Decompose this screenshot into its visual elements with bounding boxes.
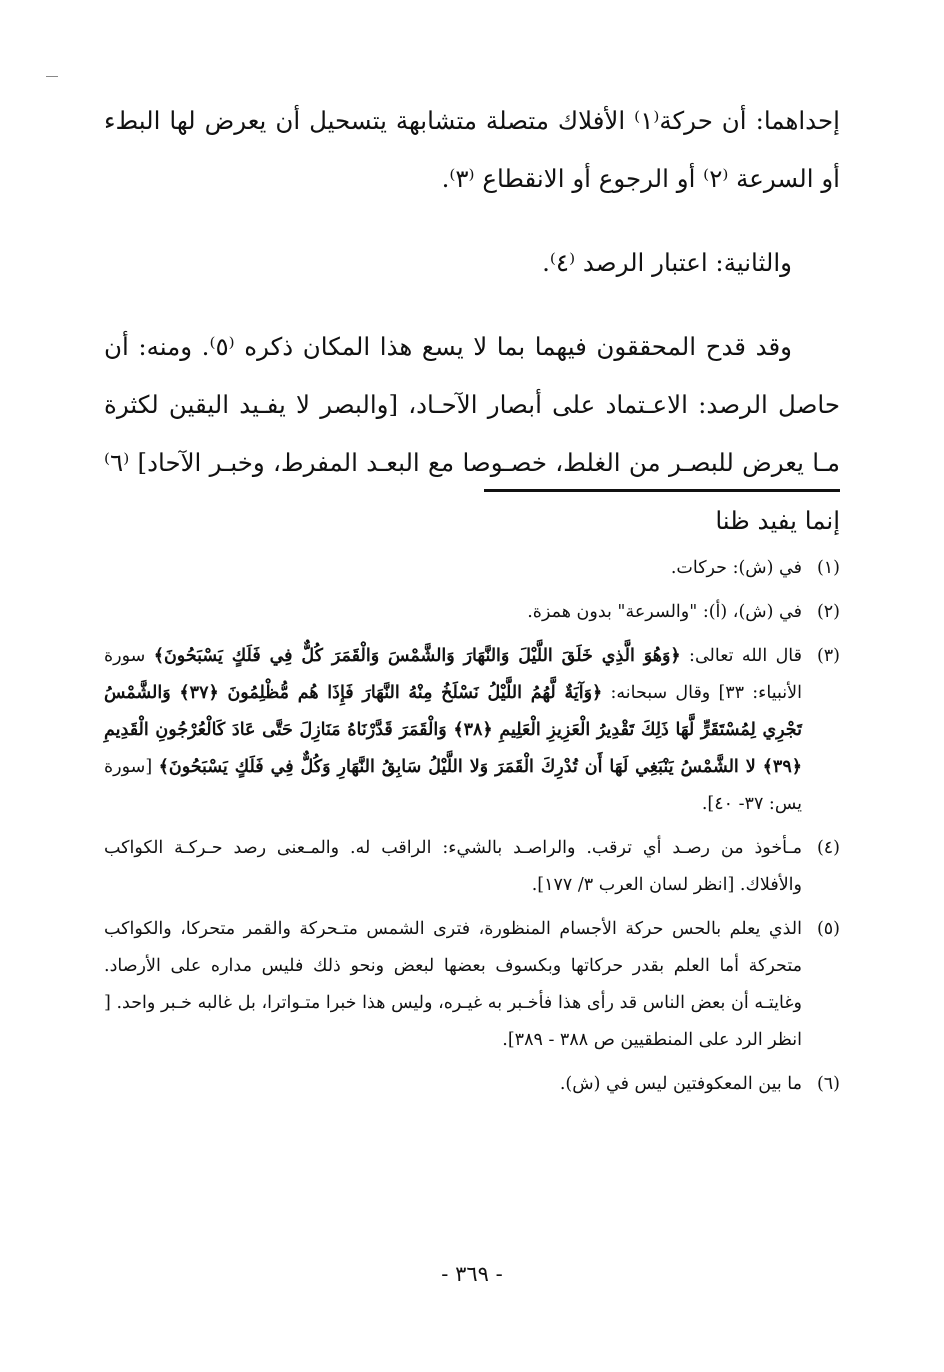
footnote-6 [104, 1066, 840, 1103]
footnote-number: (٢) [816, 602, 840, 622]
page-number: - ٣٦٩ - [441, 1262, 503, 1286]
footnote-number: (٥) [816, 919, 840, 939]
footnotes [104, 550, 840, 1110]
footnote-text: في (ش): حركات. [670, 558, 802, 578]
footnote-text: في (ش)، (أ): "والسرعة" بدون همزة. [527, 602, 802, 622]
footnote-intro: قال الله تعالى: [680, 646, 802, 666]
paragraph-2: والثانية: اعتبار الرصد ⁽٤⁾. [542, 248, 792, 277]
footnote-text [104, 638, 802, 823]
footnote-divider [484, 489, 840, 492]
footnote-text: ما بين المعكوفتين ليس في (ش). [559, 1074, 802, 1094]
footnote-3 [104, 638, 840, 823]
footnote-2 [104, 594, 840, 631]
footnote-citation: سورة الأنبياء: ٣٣] وقال سبحانه: [104, 646, 803, 703]
quran-verses-yasin: ﴿وَآيَةٌ لَّهُمُ اللَّيْلُ نَسْلَخُ مِنْهُ النَّهَارَ فَإِذَا هُم مُّظْلِمُونَ ﴿٣٧﴾ وَالشَّمْسُ تَجْرِي لِمُسْتَقَرٍّ لَّهَا ذَلِكَ تَقْدِيرُ الْعَزِيزِ الْعَلِيمِ ﴿٣٨﴾ وَالْقَمَرَ قَدَّرْنَاهُ مَنَازِلَ حَتَّى عَادَ كَالْعُرْجُونِ الْقَدِيمِ ﴿٣٩﴾ لا الشَّمْسُ يَنْبَغِي لَهَا أَن تُدْرِكَ الْقَمَرَ وَلا اللَّيْلُ سَابِقُ النَّهَارِ وَكُلٌّ فِي فَلَكٍ يَسْبَحُونَ﴾ [104, 683, 802, 777]
paragraph-1: إحداهما: أن حركة⁽١⁾ الأفلاك متصلة متشابهة يتسحيل أن يعرض لها البطء أو السرعة ⁽٢⁾ أو الرجوع أو الانقطاع ⁽٣⁾. [104, 106, 840, 193]
footnote-number: (٦) [816, 1074, 840, 1094]
paragraph-3: وقد قدح المحققون فيهما بما لا يسع هذا المكان ذكره ⁽٥⁾. ومنه: أن حاصل الرصد: الاعـتماد على أبصار الآحـاد، [والبصر لا يفـيد اليقين لكثرة مـا يعرض للبصـر من الغلط، خصـوصا مع البعـد المفرط، وخبـر الآحاد] ⁽٦⁾ إنما يفيد ظنا [104, 332, 840, 535]
main-text [104, 92, 840, 550]
footnote-number: (١) [816, 558, 840, 578]
footnote-1 [104, 550, 840, 587]
footnote-5 [104, 911, 840, 1059]
footnote-number: (٤) [816, 838, 840, 858]
footnote-4 [104, 830, 840, 904]
quran-verse-anbiya: ﴿وَهُوَ الَّذِي خَلَقَ اللَّيْلَ وَالنَّهَارَ وَالشَّمْسَ وَالْقَمَرَ كُلٌّ فِي فَلَكٍ يَسْبَحُونَ﴾ [153, 646, 681, 666]
footnote-number: (٣) [816, 646, 840, 666]
footnote-text: مـأخوذ من رصـد أي ترقب. والراصـد بالشيء: الراقب له. والمـعنى رصد حـركـة الكواكب والأفلاك. [انظر لسان العرب ٣/ ١٧٧]. [104, 838, 802, 895]
footnote-text: الذي يعلم بالحس حركة الأجسام المنظورة، فترى الشمس متـحركة والقمر متحركا، والكواكب متحركة أما العلم بقدر حركاتها وبكسوف بعضها لبعض ونحو ذلك فليس مداره على الأرصاد. وغايتـه أن بعض الناس قد رأى هذا فأخـبر به غيـره، وليس هذا خبرا متـواترا، بل غالبه خـبر واحد. [ انظر الرد على المنطقيين ص ٣٨٨ - ٣٨٩]. [104, 919, 802, 1050]
footnote-citation: [سورة يس: ٣٧- ٤٠]. [104, 757, 802, 814]
margin-mark [46, 76, 58, 77]
